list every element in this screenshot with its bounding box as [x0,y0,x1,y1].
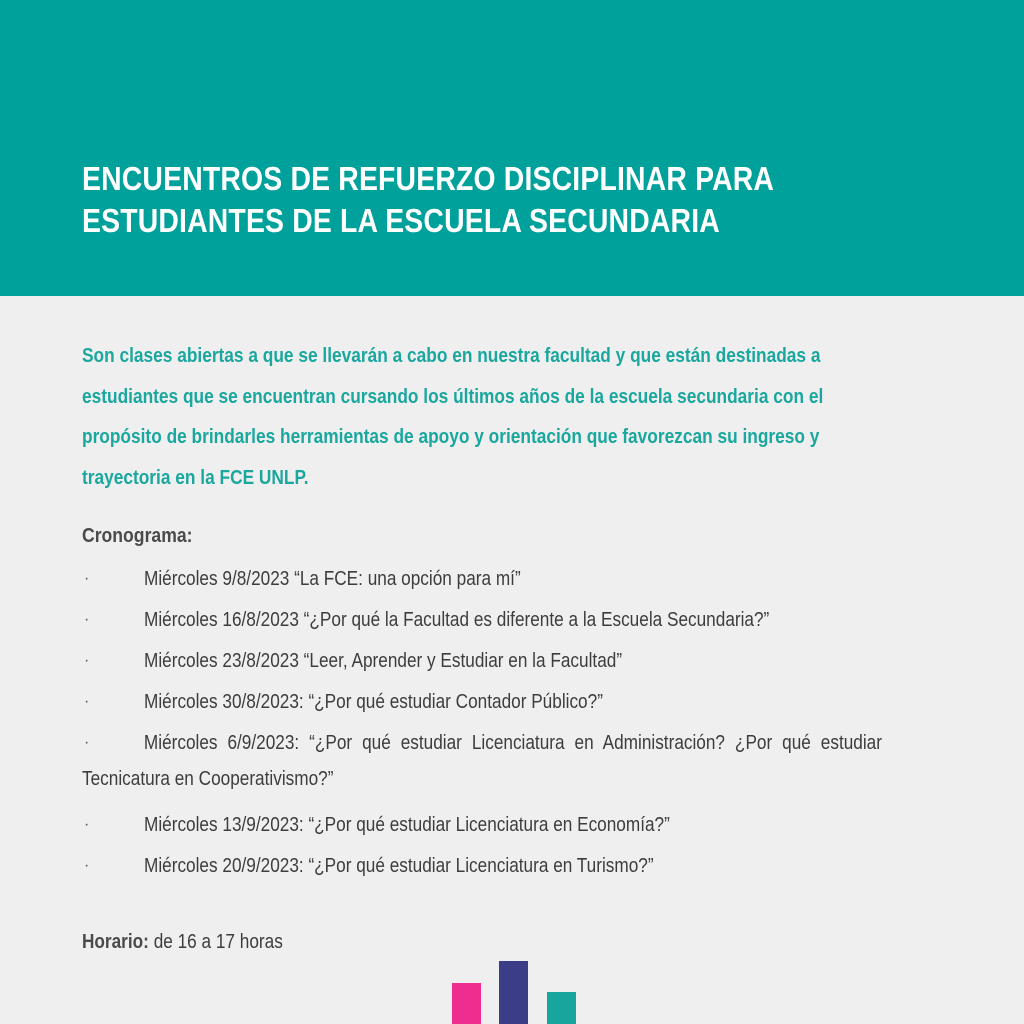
bullet-icon: · [84,857,90,874]
schedule-item [82,602,962,643]
schedule-item-text: Miércoles 30/8/2023: “¿Por qué estudiar Contador Público?” [144,691,603,713]
schedule-item [82,684,962,725]
bullet-icon: · [84,611,90,628]
schedule-item [82,643,962,684]
schedule-heading: Cronograma: [82,525,193,547]
title-line-1: ENCUENTROS DE REFUERZO DISCIPLINAR PARA [82,160,775,197]
schedule-hours [82,928,283,956]
hours-value: de 16 a 17 horas [153,931,283,953]
schedule-item [82,561,962,602]
schedule-list [82,561,962,889]
schedule-item-line-1: Miércoles 6/9/2023: “¿Por qué estudiar Licenciatura en Administración? ¿Por qué estudiar [143,732,882,754]
intro-line-3: propósito de brindarles herramientas de apoyo y orientación que favorezcan su ingreso y [82,426,820,448]
page-title [82,158,839,242]
schedule-item [82,725,962,807]
schedule-item-text [82,725,942,797]
bullet-icon: · [84,570,90,587]
logo-bar-navy [499,961,528,1024]
intro-paragraph [82,336,947,498]
hours-label: Horario: [82,931,149,953]
intro-line-4: trayectoria en la FCE UNLP. [82,466,309,489]
schedule-item-line-2: Tecnicatura en Cooperativismo?” [82,768,334,790]
bullet-icon: · [84,693,90,710]
schedule-item [82,848,962,889]
schedule-item-text: Miércoles 23/8/2023 “Leer, Aprender y Estudiar en la Facultad” [144,650,623,672]
schedule-item-text: Miércoles 20/9/2023: “¿Por qué estudiar Licenciatura en Turismo?” [144,855,654,877]
logo-bar-teal [547,992,576,1024]
intro-line-1: Son clases abiertas a que se llevarán a cabo en nuestra facultad y que están destinadas a [82,345,821,367]
schedule-item [82,807,962,848]
bullet-icon: · [84,816,90,833]
schedule-item-text: Miércoles 9/8/2023 “La FCE: una opción para mí” [144,568,521,590]
header-banner [0,0,1024,296]
logo-bar-pink [452,983,481,1024]
bullet-icon: · [84,652,90,669]
schedule-item-text: Miércoles 13/9/2023: “¿Por qué estudiar Licenciatura en Economía?” [144,814,670,836]
schedule-item-text: Miércoles 16/8/2023 “¿Por qué la Facultad es diferente a la Escuela Secundaria?” [144,609,770,631]
title-line-2: ESTUDIANTES DE LA ESCUELA SECUNDARIA [82,202,720,239]
bullet-icon: · [84,734,90,751]
intro-line-2: estudiantes que se encuentran cursando los últimos años de la escuela secundaria con el [82,385,824,408]
